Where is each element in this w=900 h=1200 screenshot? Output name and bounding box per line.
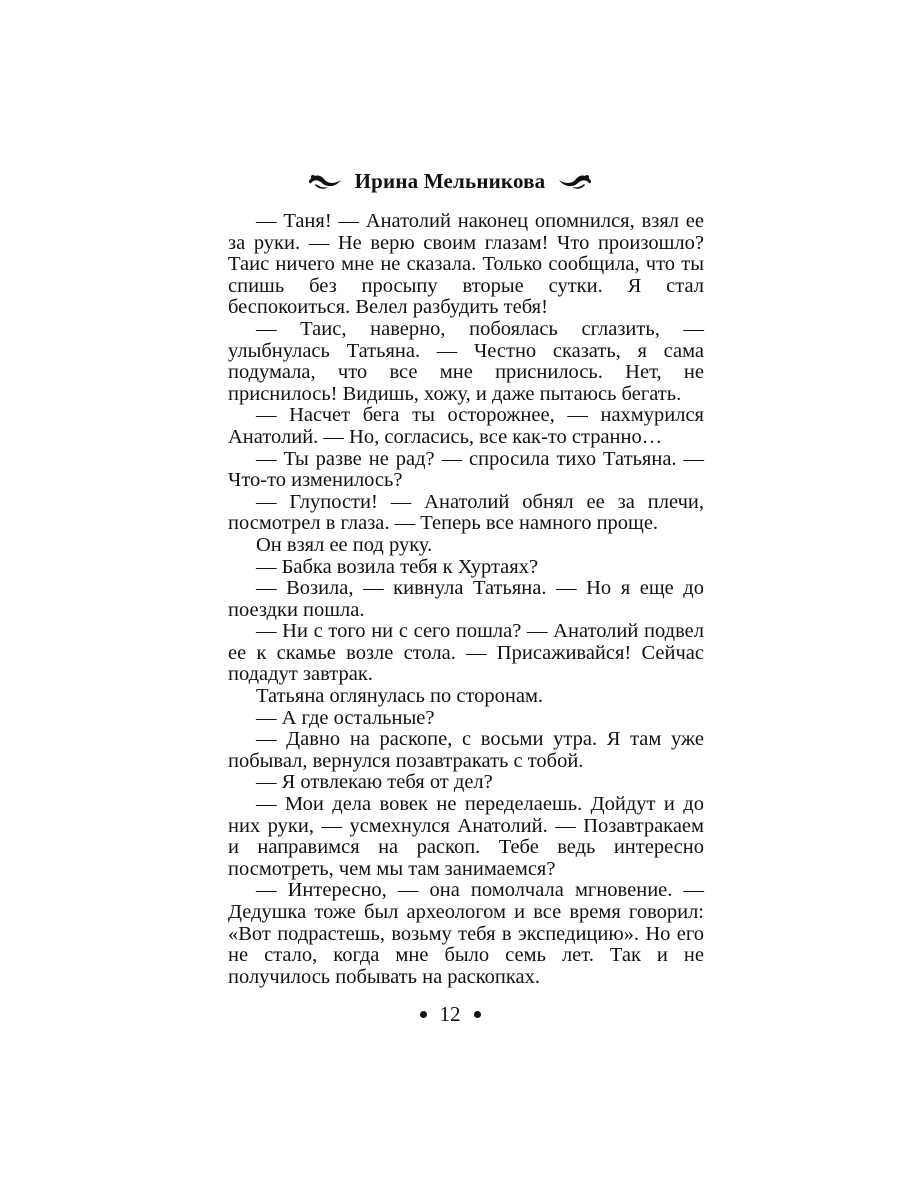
bullet-icon	[474, 1011, 481, 1018]
paragraph: — Ты разве не рад? — спросила тихо Татьяна. — Что-то изменилось?	[228, 447, 704, 492]
body-text	[228, 211, 704, 988]
paragraph: — Давно на раскопе, с восьми утра. Я там уже побывал, вернулся позавтракать с тобой.	[228, 728, 704, 772]
running-header	[0, 166, 900, 196]
flourish-right-icon	[557, 171, 593, 191]
paragraph: — Бабка возила тебя к Хуртаях?	[256, 555, 539, 578]
paragraph: — А где остальные?	[256, 706, 435, 729]
page-number: 12	[439, 1002, 461, 1026]
paragraph: — Глупости! — Анатолий обнял ее за плечи, посмотрел в глаза. — Теперь все намного проще.	[228, 490, 704, 535]
paragraph: — Ни с того ни с сего пошла? — Анатолий подвел ее к скамье возле стола. — Присаживайся! Сейчас подадут завтрак.	[228, 620, 704, 686]
paragraph: Татьяна оглянулась по сторонам.	[256, 685, 544, 708]
bullet-icon	[420, 1011, 427, 1018]
flourish-left-icon	[307, 171, 343, 191]
paragraph: — Интересно, — она помолчала мгновение. — Дедушка тоже был археологом и все время говорил: «Вот подрастешь, возьму тебя в экспедицию». Но его не стало, когда мне было семь лет. Так и не получилось побывать на раскопках.	[228, 879, 704, 988]
paragraph: Он взял ее под руку.	[256, 533, 433, 556]
running-header-author: Ирина Мельникова	[354, 168, 546, 193]
paragraph: — Я отвлекаю тебя от дел?	[256, 771, 493, 794]
page-footer	[0, 1002, 900, 1027]
paragraph: — Таня! — Анатолий наконец опомнился, взял ее за руки. — Не верю своим глазам! Что произошло? Таис ничего мне не сказала. Только сообщила, что ты спишь без просыпу вторые сутки. Я стал беспокоиться. Велел разбудить тебя!	[228, 210, 704, 319]
paragraph: — Насчет бега ты осторожнее, — нахмурился Анатолий. — Но, согласись, все как-то странно…	[228, 404, 704, 448]
paragraph: — Таис, наверно, побоялась сглазить, — улыбнулась Татьяна. — Честно сказать, я сама подумала, что все мне приснилось. Нет, не приснилось! Видишь, хожу, и даже пытаюсь бегать.	[228, 317, 704, 405]
paragraph: — Возила, — кивнула Татьяна. — Но я еще до поездки пошла.	[228, 577, 704, 621]
paragraph: — Мои дела вовек не переделаешь. Дойдут и до них руки, — усмехнулся Анатолий. — Позавтракаем и направимся на раскоп. Тебе ведь интересно посмотреть, чем мы там занимаемся?	[228, 793, 704, 880]
